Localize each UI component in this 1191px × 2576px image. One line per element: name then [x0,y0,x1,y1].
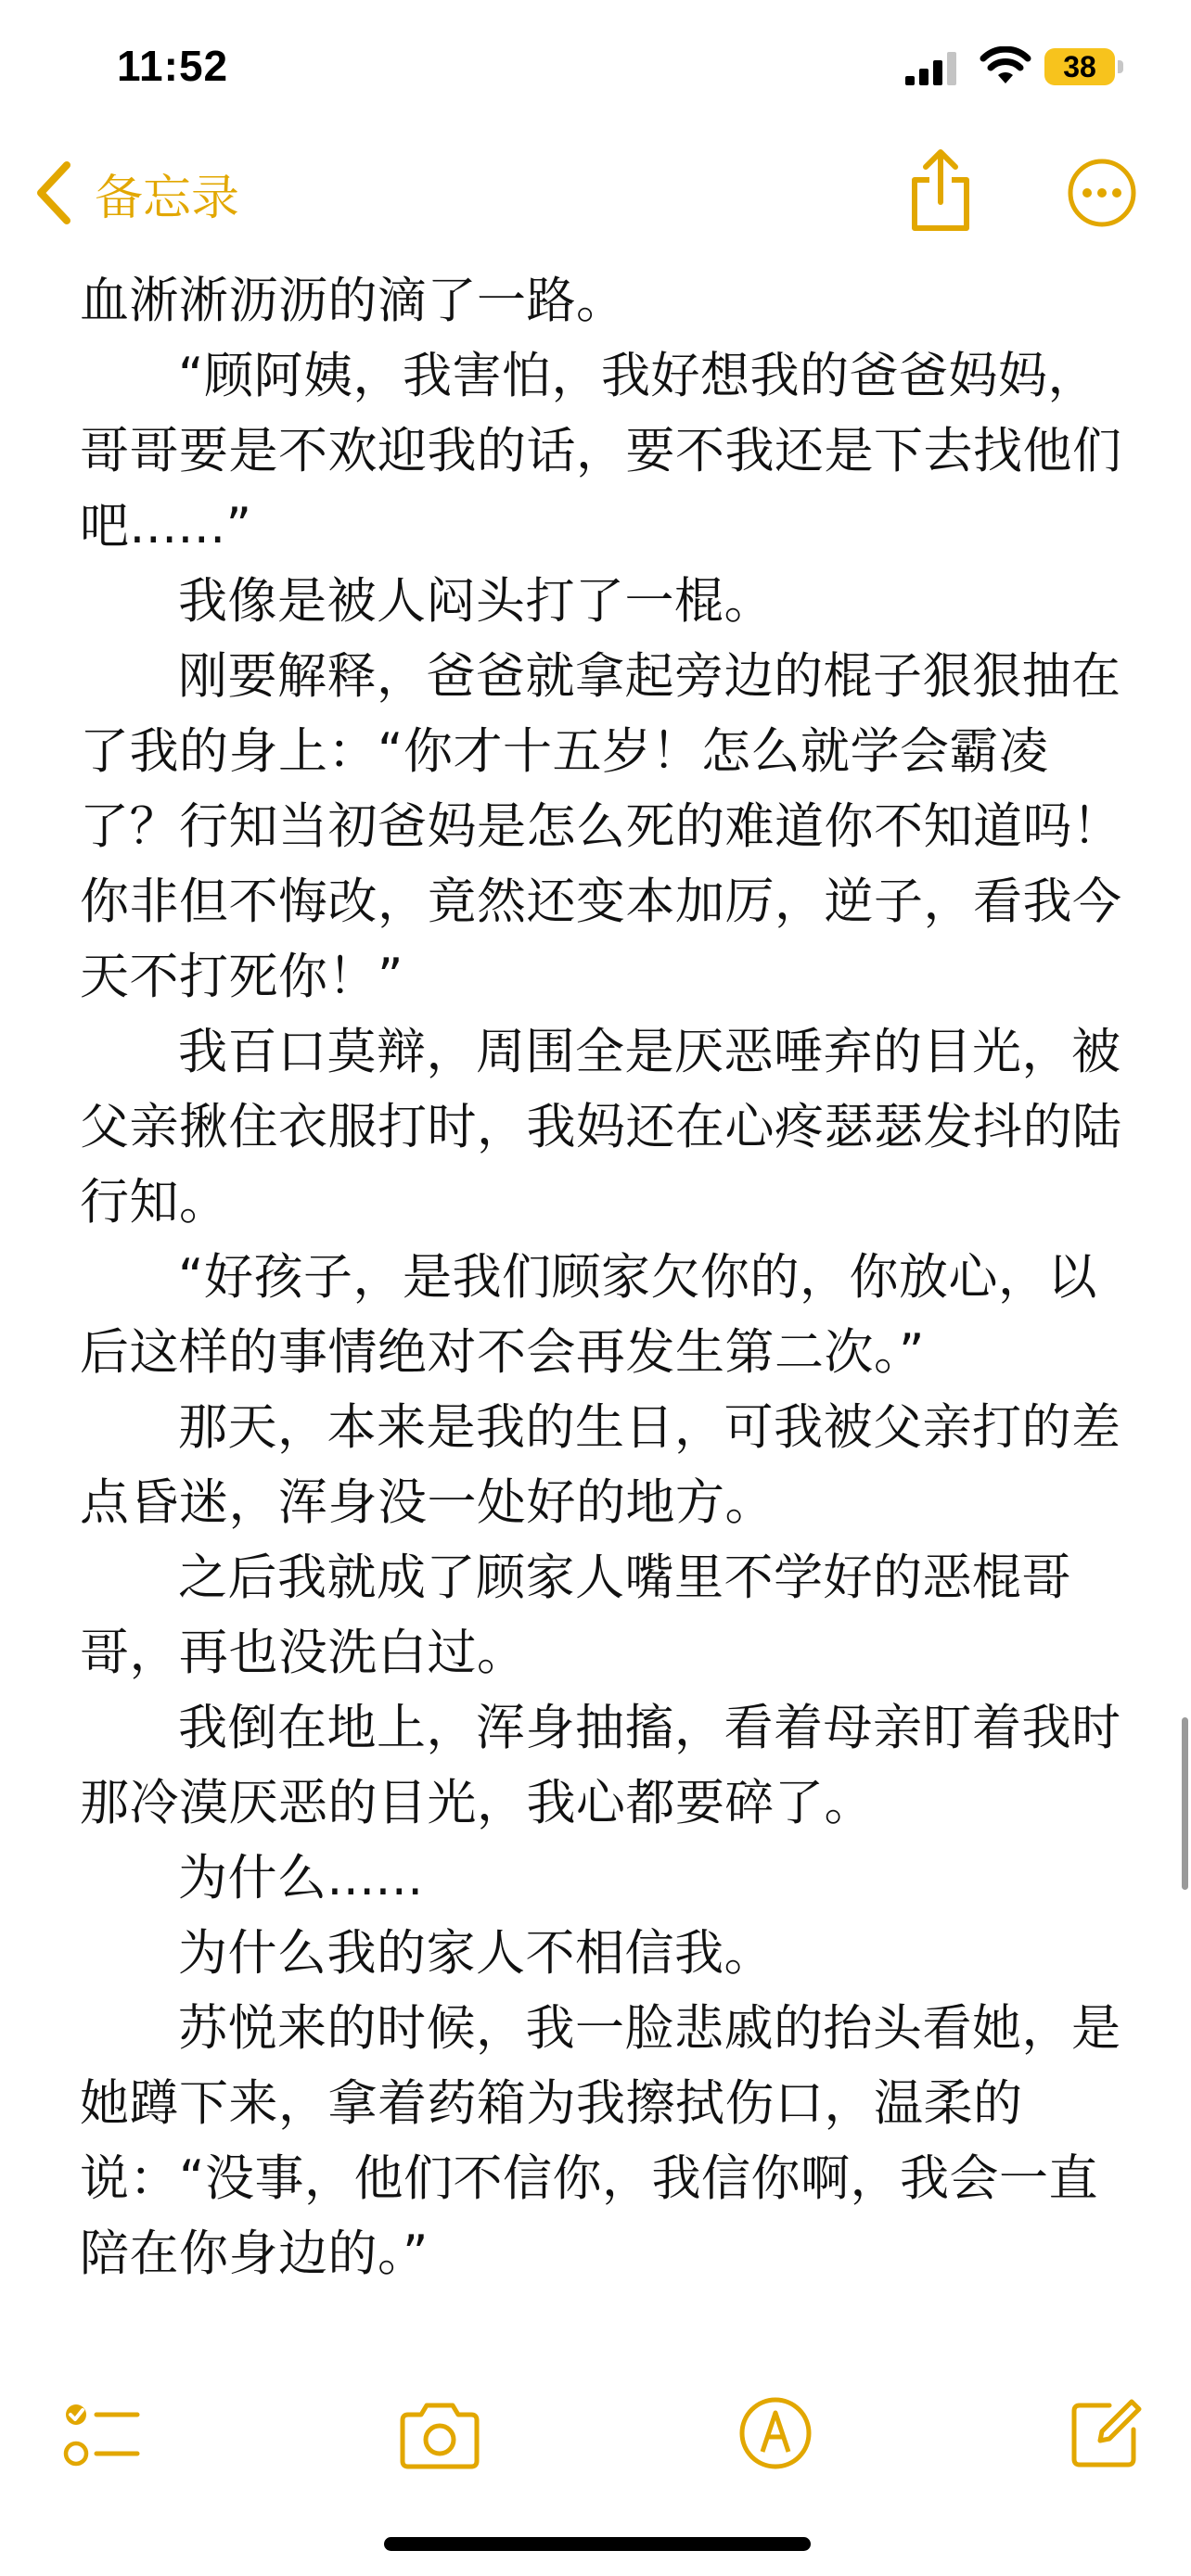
note-paragraph: 我百口莫辩，周围全是厌恶唾弃的目光，被父亲揪住衣服打时，我妈还在心疼瑟瑟发抖的陆行知。 [80,1024,1122,1231]
cellular-signal-icon [905,52,957,85]
back-label: 备忘录 [95,170,240,226]
note-paragraph: 血淅淅沥沥的滴了一路。 [80,273,626,329]
camera-icon[interactable] [397,2402,482,2470]
battery-level: 38 [1044,48,1115,85]
note-paragraph: 那天，本来是我的生日，可我被父亲打的差点昏迷，浑身没一处好的地方。 [80,1399,1121,1531]
battery-icon [1044,48,1124,85]
note-paragraph: 之后我就成了顾家人嘴里不学好的恶棍哥哥，再也没洗白过。 [80,1549,1071,1681]
markup-pen-icon[interactable] [738,2396,813,2470]
compose-icon[interactable] [1069,2396,1143,2470]
chevron-left-icon [33,159,74,226]
note-body[interactable] [80,263,1122,2368]
note-paragraph: 刚要解释，爸爸就拿起旁边的棍子狠狠抽在了我的身上：“你才十五岁！怎么就学会霸凌了？行知当初爸妈是怎么死的难道你不知道吗！你非但不悔改，竟然还变本加厉，逆子，看我今天不打死你！” [80,648,1122,1005]
note-paragraph: “顾阿姨，我害怕，我好想我的爸爸妈妈，哥哥要是不欢迎我的话，要不我还是下去找他们吧......” [80,348,1122,555]
share-icon[interactable] [907,148,974,234]
note-paragraph: 苏悦来的时候，我一脸悲戚的抬头看她，是她蹲下来，拿着药箱为我擦拭伤口，温柔的说：“没事，他们不信你，我信你啊，我会一直陪在你身边的。” [80,2000,1121,2282]
back-button[interactable] [33,156,239,230]
status-bar [0,0,1191,139]
ellipsis-circle-icon[interactable] [1067,158,1137,228]
note-paragraph: 为什么...... [178,1850,424,1906]
home-indicator[interactable] [384,2537,811,2551]
nav-bar [0,139,1191,260]
note-paragraph: 为什么我的家人不相信我。 [178,1925,774,1982]
bottom-toolbar [0,2383,1191,2485]
scroll-indicator[interactable] [1182,1717,1188,1890]
wifi-icon [980,46,1031,85]
status-time: 11:52 [117,42,229,90]
battery-tip [1118,60,1123,73]
note-paragraph: 我像是被人闷头打了一棍。 [178,573,774,630]
note-paragraph: 我倒在地上，浑身抽搐，看着母亲盯着我时那冷漠厌恶的目光，我心都要碎了。 [80,1700,1121,1831]
checklist-icon[interactable] [63,2396,141,2474]
note-paragraph: “好孩子，是我们顾家欠你的，你放心，以后这样的事情绝对不会再发生第二次。” [80,1249,1097,1381]
